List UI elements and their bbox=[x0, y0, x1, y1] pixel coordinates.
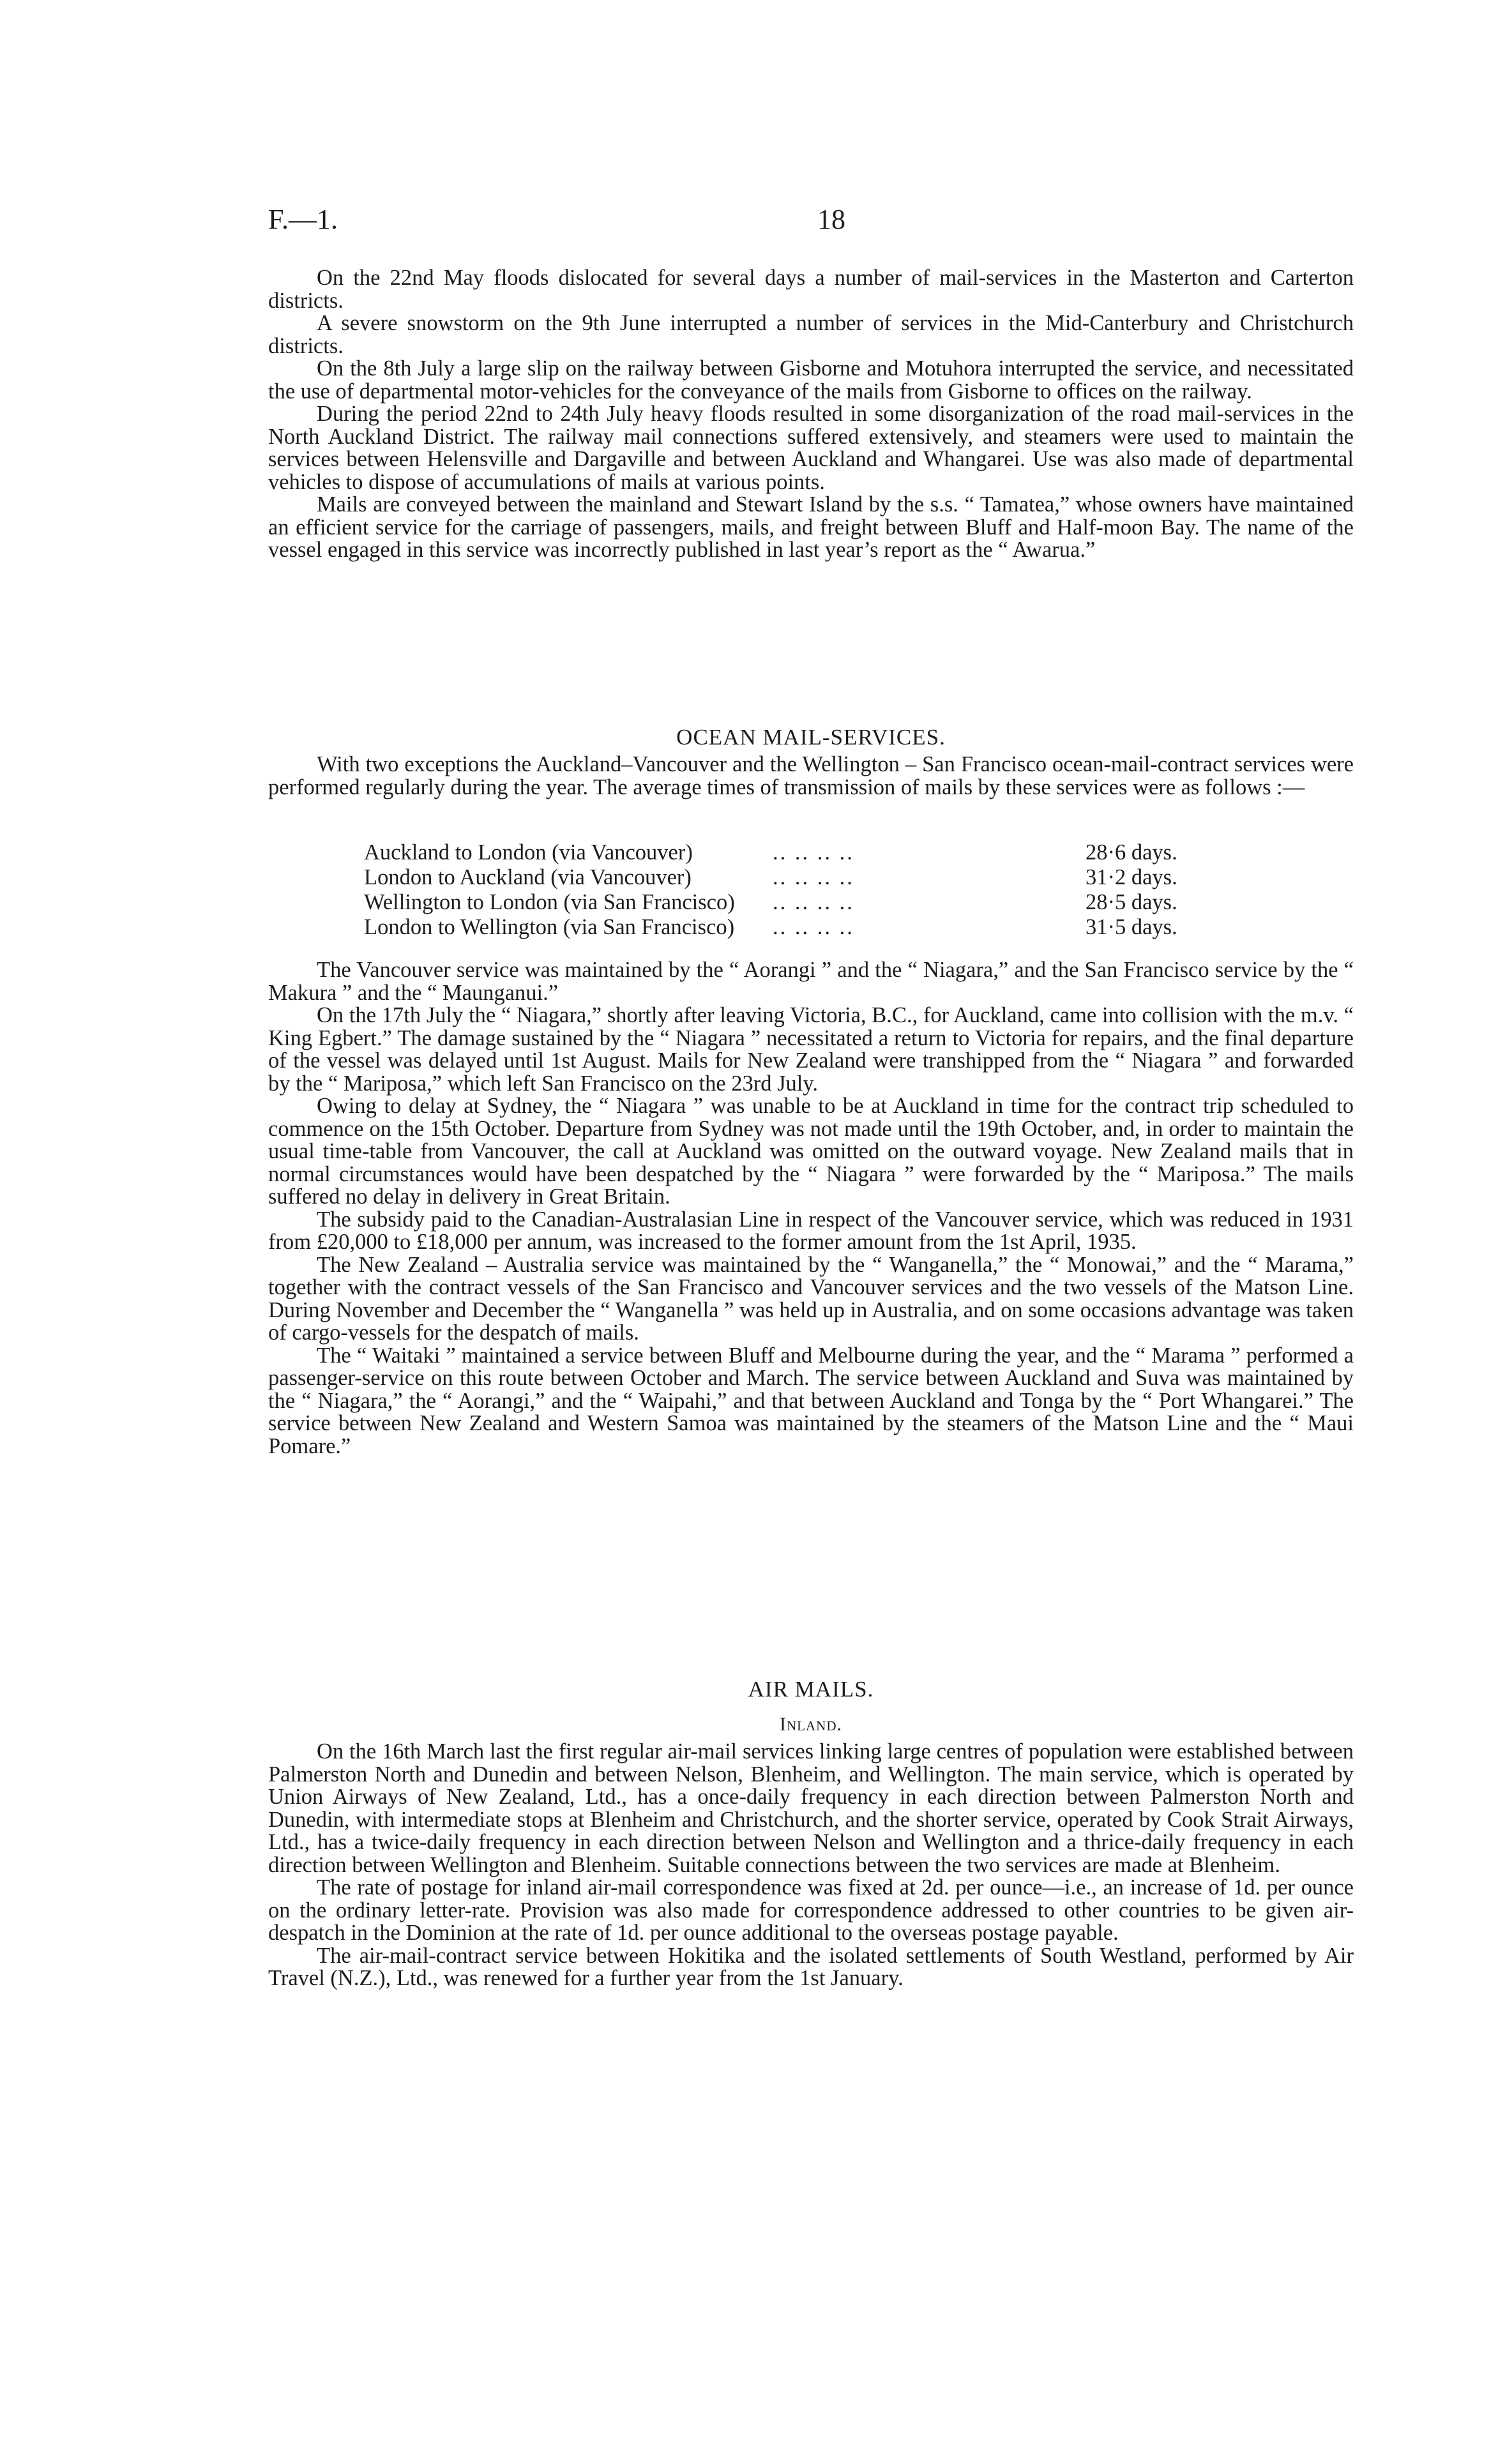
paragraph: Mails are conveyed between the mainland and Stewart Island by the s.s. “ Tamatea,” whose owners have maintained an efficient service for the carriage of passengers, mails, and freight between Bluff and Half-moon Bay. The name of the vessel engaged in this service was incorrectly published in last year’s report as the “ Awarua.” bbox=[268, 492, 1354, 562]
paragraph: The “ Waitaki ” maintained a service between Bluff and Melbourne during the year, and the “ Marama ” performed a passenger-service on this route between October and March. The service between Auckland and Suva was maintained by the “ Niagara,” the “ Aorangi,” and the “ Waipahi,” and that between Auckland and Tonga by the “ Port Whangarei.” The service between New Zealand and Western Samoa was maintained by the steamers of the Matson Line and the “ Maui Pomare.” bbox=[268, 1343, 1354, 1458]
inland-subheading: Inland. bbox=[780, 1714, 842, 1735]
paragraph: The Vancouver service was maintained by the “ Aorangi ” and the “ Niagara,” and the San Francisco service by the “ Makura ” and the “ Maunganui.” bbox=[268, 958, 1354, 1005]
route-cell: Auckland to London (via Vancouver) bbox=[364, 840, 693, 865]
section-ocean-body bbox=[268, 959, 1354, 1458]
section-air-mails bbox=[268, 1741, 1354, 1990]
paragraph: The subsidy paid to the Canadian-Australasian Line in respect of the Vancouver service, which was reduced in 1931 from £20,000 to £18,000 per annum, was increased to the former amount from the 1st April, 1935. bbox=[268, 1207, 1354, 1254]
leader-dots: .. .. .. .. bbox=[773, 915, 854, 939]
paragraph: The air-mail-contract service between Hokitika and the isolated settlements of South Westland, performed by Air Travel (N.Z.), Ltd., was renewed for a further year from the 1st January. bbox=[268, 1943, 1354, 1990]
section-disruptions bbox=[268, 267, 1354, 562]
paragraph: During the period 22nd to 24th July heavy floods resulted in some disorganization of the road mail-services in the North Auckland District. The railway mail connections suffered extensively, and steamers were used to maintain the services between Helensville and Dargaville and between Auckland and Whangarei. Use was also made of departmental vehicles to dispose of accumulations of mails at various points. bbox=[268, 402, 1354, 494]
table-row bbox=[364, 840, 1188, 865]
paragraph: The rate of postage for inland air-mail correspondence was fixed at 2d. per ounce—i.e., an increase of 1d. per ounce on the ordinary letter-rate. Provision was also made for correspondence addressed to other countries to be given air-despatch in the Dominion at the rate of 1d. per ounce additional to the overseas postage payable. bbox=[268, 1875, 1354, 1945]
table-row bbox=[364, 915, 1188, 940]
ocean-intro bbox=[268, 753, 1354, 799]
days-cell: 28·6 days. bbox=[1086, 840, 1177, 865]
report-reference: F.—1. bbox=[268, 204, 338, 235]
route-cell: London to Auckland (via Vancouver) bbox=[364, 865, 692, 889]
paragraph: On the 8th July a large slip on the railway between Gisborne and Motuhora interrupted the service, and necessitated the use of departmental motor-vehicles for the conveyance of the mails from Gisborne to offices on the railway. bbox=[268, 356, 1354, 404]
paragraph: On the 22nd May floods dislocated for several days a number of mail-services in the Masterton and Carterton districts. bbox=[268, 266, 1354, 313]
air-mails-heading: AIR MAILS. bbox=[748, 1677, 874, 1702]
table-row bbox=[364, 890, 1188, 915]
route-cell: Wellington to London (via San Francisco) bbox=[364, 890, 735, 914]
leader-dots: .. .. .. .. bbox=[773, 890, 854, 914]
route-cell: London to Wellington (via San Francisco) bbox=[364, 915, 735, 939]
paragraph: On the 17th July the “ Niagara,” shortly after leaving Victoria, B.C., for Auckland, came into collision with the m.v. “ King Egbert.” The damage sustained by the “ Niagara ” necessitated a return to Victoria for repairs, and the final departure of the vessel was delayed until 1st August. Mails for New Zealand were transhipped from the “ Niagara ” and forwarded by the “ Mariposa,” which left San Francisco on the 23rd July. bbox=[268, 1003, 1354, 1096]
page-header bbox=[268, 203, 1354, 241]
paragraph: With two exceptions the Auckland–Vancouver and the Wellington – San Francisco ocean-mail-contract services were performed regularly during the year. The average times of transmission of mails by these services were as follows :— bbox=[268, 752, 1354, 799]
ocean-mail-heading: OCEAN MAIL-SERVICES. bbox=[676, 725, 946, 750]
paragraph: The New Zealand – Australia service was maintained by the “ Wanganella,” the “ Monowai,” and the “ Marama,” together with the contract vessels of the San Francisco and Vancouver services and the two vessels of the Matson Line. During November and December the “ Wanganella ” was held up in Australia, and on some occasions advantage was taken of cargo-vessels for the despatch of mails. bbox=[268, 1252, 1354, 1345]
days-cell: 31·2 days. bbox=[1086, 865, 1177, 889]
paragraph: On the 16th March last the first regular air-mail services linking large centres of population were established between Palmerston North and Dunedin and between Nelson, Blenheim, and Wellington. The main service, which is operated by Union Airways of New Zealand, Ltd., has a once-daily frequency in each direction between Palmerston North and Dunedin, with intermediate stops at Blenheim and Christchurch, and the shorter service, operated by Cook Strait Airways, Ltd., has a twice-daily frequency in each direction between Nelson and Wellington and a thrice-daily frequency in each direction between Wellington and Blenheim. Suitable connections between the two services are made at Blenheim. bbox=[268, 1739, 1354, 1877]
days-cell: 28·5 days. bbox=[1086, 890, 1177, 914]
days-cell: 31·5 days. bbox=[1086, 915, 1177, 939]
leader-dots: .. .. .. .. bbox=[773, 840, 854, 865]
table-row bbox=[364, 865, 1188, 890]
page-number: 18 bbox=[817, 204, 845, 235]
paragraph: Owing to delay at Sydney, the “ Niagara ” was unable to be at Auckland in time for the contract trip scheduled to commence on the 15th October. Departure from Sydney was not made until the 19th October, and, in order to maintain the usual time-table from Vancouver, the call at Auckland was omitted on the outward voyage. New Zealand mails that in normal circumstances would have been despatched by the “ Niagara ” were forwarded by the “ Mariposa.” The mails suffered no delay in delivery in Great Britain. bbox=[268, 1094, 1354, 1209]
transmission-times-table bbox=[364, 840, 1188, 940]
leader-dots: .. .. .. .. bbox=[773, 865, 854, 889]
paragraph: A severe snowstorm on the 9th June interrupted a number of services in the Mid-Canterbury and Christchurch districts. bbox=[268, 311, 1354, 358]
